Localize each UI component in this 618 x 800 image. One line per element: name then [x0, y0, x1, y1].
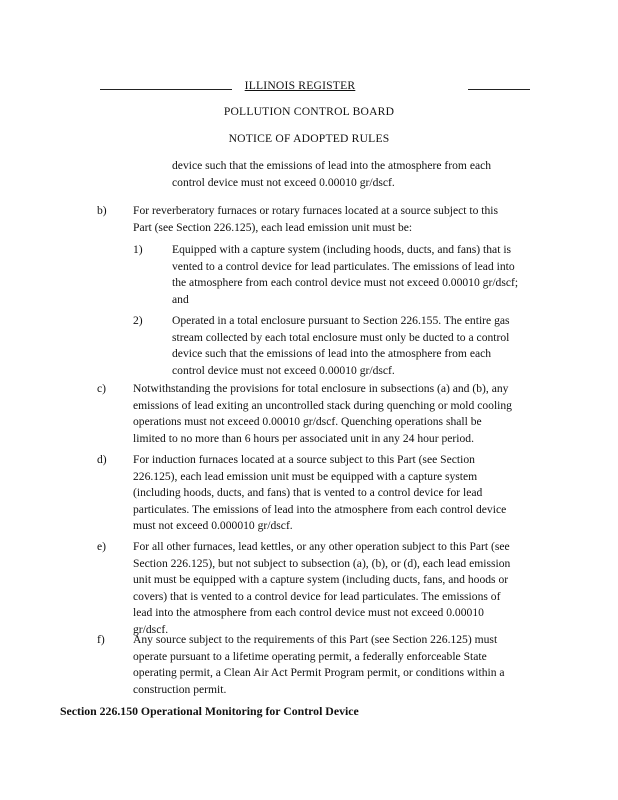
item-text-d: For induction furnaces located at a source subject to this Part (see Section 226.125), each lead emission unit must be equipped with a capture system (including hoods, ducts, and fans) that is vented to a control device for lead particulates. The emissions of lead into the atmosphere from each control device must not exceed 0.000010 gr/dscf. [133, 453, 507, 532]
item-label-d: d) [97, 453, 107, 466]
header-rule-right [468, 89, 530, 90]
subitem-label-2: 2) [133, 314, 143, 327]
subitem-text-2: Operated in a total enclosure pursuant to Section 226.155. The entire gas stream collected by each total enclosure must only be ducted to a control device such that the emissions of lead into the atmosphere from each control device must not exceed 0.00010 gr/dscf. [172, 314, 510, 377]
item-label-f: f) [97, 633, 105, 646]
item-text-c: Notwithstanding the provisions for total enclosure in subsections (a) and (b), any emissions of lead exiting an uncontrolled stack during quenching or mold cooling operations must not exceed 0.00010 gr/dscf. Quenching operations shall be limited to no more than 6 hours per associated unit in any 24 hour period. [133, 382, 512, 445]
item-label-e: e) [97, 540, 107, 553]
item-label-b: b) [97, 204, 107, 217]
header-rule-left [100, 89, 232, 90]
register-header [0, 78, 618, 94]
item-text-e: For all other furnaces, lead kettles, or any other operation subject to this Part (see Section 226.125), but not subject to subsection (a), (b), or (d), each lead emission unit must be equipped with a capture system (including ducts, fans, and hoods or covers) that is vented to a control device for lead particulates. The emissions of lead into the atmosphere from each control device must not exceed 0.00010 gr/dscf. [133, 540, 511, 636]
board-title: POLLUTION CONTROL BOARD [223, 105, 395, 118]
notice-title: NOTICE OF ADOPTED RULES [228, 132, 390, 145]
register-title: ILLINOIS REGISTER [244, 79, 356, 92]
section-heading: Section 226.150 Operational Monitoring for Control Device [60, 704, 359, 718]
item-text-f: Any source subject to the requirements of this Part (see Section 226.125) must operate pursuant to a lifetime operating permit, a federally enforceable State operating permit, a Clean Air Act Permit Program permit, or conditions within a construction permit. [133, 633, 505, 696]
subitem-text-1: Equipped with a capture system (including hoods, ducts, and fans) that is vented to a control device for lead particulates. The emissions of lead into the atmosphere from each control device must not exceed 0.00010 gr/dscf; and [172, 243, 519, 306]
item-label-c: c) [97, 382, 107, 395]
continuation-paragraph: device such that the emissions of lead into the atmosphere from each control device must not exceed 0.00010 gr/dscf. [172, 159, 492, 189]
item-text-b: For reverberatory furnaces or rotary furnaces located at a source subject to this Part (see Section 226.125), each lead emission unit must be: [133, 204, 499, 234]
subitem-label-1: 1) [133, 243, 143, 256]
